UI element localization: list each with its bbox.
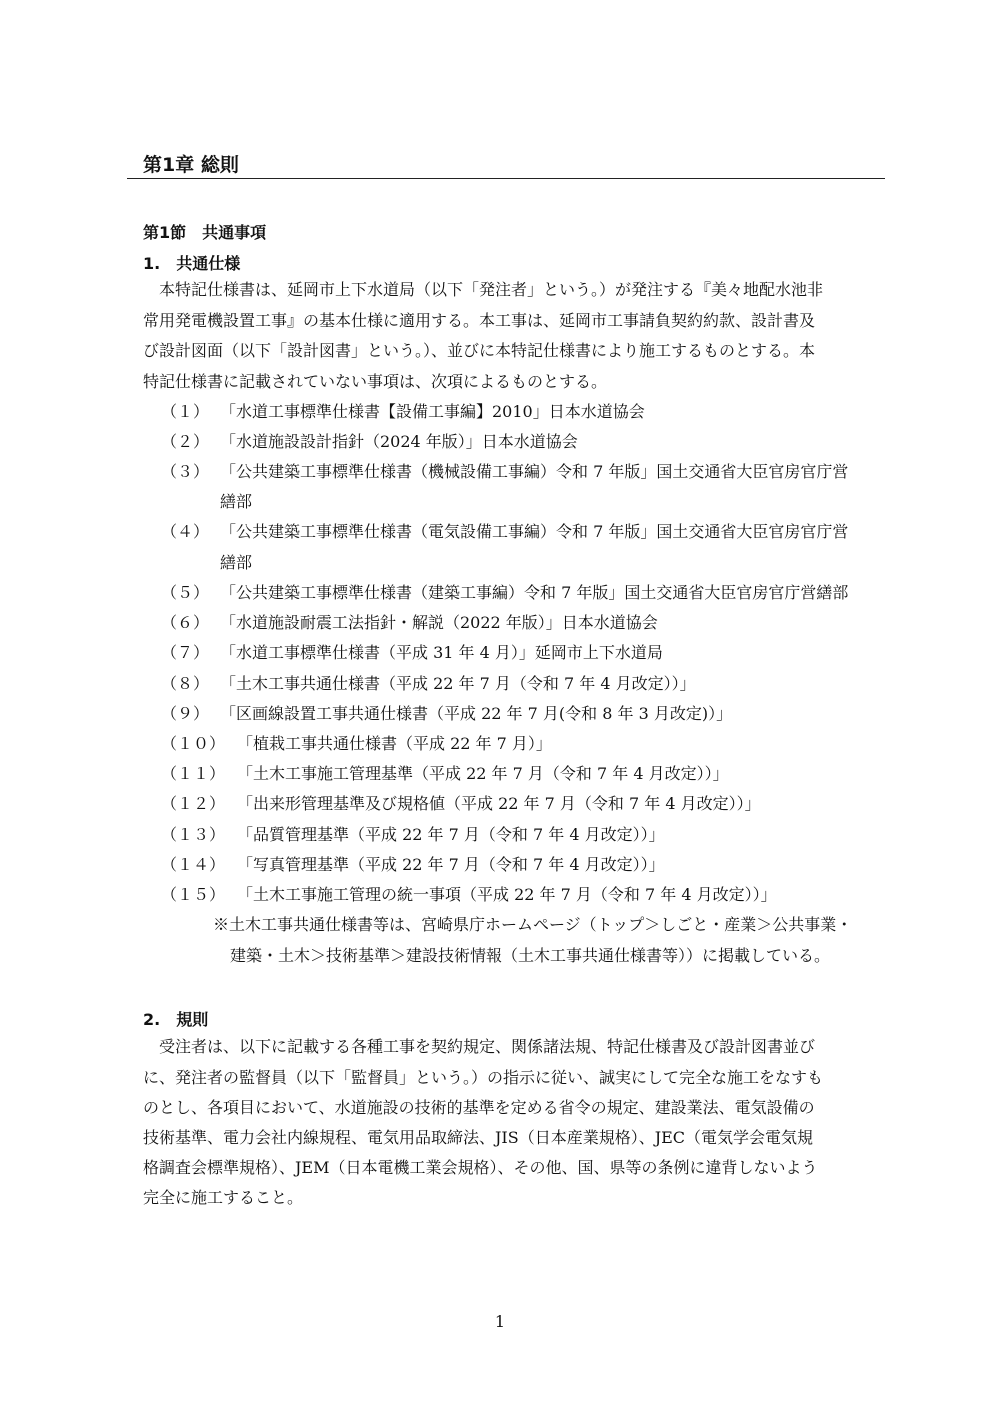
- list-item-text: 「植栽工事共通仕様書（平成 22 年 7 月）」: [237, 734, 552, 753]
- list-item-number: （１１）: [161, 764, 226, 783]
- reference-note: 建築・土木＞技術基準＞建設技術情報（土木工事共通仕様書等））に掲載している。: [230, 946, 831, 965]
- item1-paragraph-line: び設計図面（以下「設計図書」という。）、並びに本特記仕様書により施工するものとする。本: [143, 341, 816, 360]
- item1-paragraph-line: 特記仕様書に記載されていない事項は、次項によるものとする。: [143, 372, 608, 391]
- item1-paragraph-line: 常用発電機設置工事』の基本仕様に適用する。本工事は、延岡市工事請負契約約款、設計書及: [143, 311, 816, 330]
- list-item-number: （５）: [161, 583, 210, 602]
- item2-paragraph-line: 完全に施工すること。: [143, 1188, 304, 1207]
- list-item-text: 「土木工事共通仕様書（平成 22 年 7 月（令和 7 年 4 月改定））」: [220, 674, 696, 693]
- list-item-number: （１４）: [161, 855, 226, 874]
- list-item-text: 「水道工事標準仕様書（平成 31 年 4 月）」延岡市上下水道局: [220, 643, 663, 662]
- list-item-text: 「写真管理基準（平成 22 年 7 月（令和 7 年 4 月改定））」: [237, 855, 665, 874]
- list-item-text: 「公共建築工事標準仕様書（建築工事編）令和 7 年版」国土交通省大臣官房官庁営繕部: [220, 583, 849, 602]
- list-item-number: （２）: [161, 432, 210, 451]
- list-item-text: 「区画線設置工事共通仕様書（平成 22 年 7 月(令和 8 年 3 月改定)）」: [220, 704, 733, 723]
- list-item-number: （１５）: [161, 885, 226, 904]
- item2-heading: 2. 規則: [143, 1010, 209, 1029]
- list-item-number: （４）: [161, 522, 210, 541]
- list-item-number: （１）: [161, 402, 210, 421]
- list-item-text: 「公共建築工事標準仕様書（機械設備工事編）令和 7 年版」国土交通省大臣官房官庁営: [220, 462, 849, 481]
- list-item-text: 「水道工事標準仕様書【設備工事編】2010」日本水道協会: [220, 402, 645, 421]
- list-item-number: （１３）: [161, 825, 226, 844]
- list-item-number: （８）: [161, 674, 210, 693]
- item2-paragraph-line: に、発注者の監督員（以下「監督員」という。）の指示に従い、誠実にして完全な施工をなすも: [143, 1068, 824, 1087]
- list-item-text: 「水道施設設計指針（2024 年版）」日本水道協会: [220, 432, 578, 451]
- item2-paragraph-line: 格調査会標準規格）、JEM（日本電機工業会規格）、その他、国、県等の条例に違背しないよう: [143, 1158, 818, 1177]
- list-item-text: 「出来形管理基準及び規格値（平成 22 年 7 月（令和 7 年 4 月改定））」: [237, 794, 761, 813]
- list-item-text: 「水道施設耐震工法指針・解説（2022 年版）」日本水道協会: [220, 613, 658, 632]
- list-item-text: 「土木工事施工管理基準（平成 22 年 7 月（令和 7 年 4 月改定））」: [237, 764, 729, 783]
- list-item-number: （１０）: [161, 734, 226, 753]
- list-item-text-continued: 繕部: [220, 492, 253, 511]
- list-item-text: 「品質管理基準（平成 22 年 7 月（令和 7 年 4 月改定））」: [237, 825, 665, 844]
- item2-paragraph-line: 受注者は、以下に記載する各種工事を契約規定、関係諸法規、特記仕様書及び設計図書並び: [143, 1037, 816, 1056]
- item2-paragraph-line: のとし、各項目において、水道施設の技術的基準を定める省令の規定、建設業法、電気設備の: [143, 1098, 815, 1117]
- chapter-underline: [127, 178, 885, 179]
- reference-note: ※土木工事共通仕様書等は、宮崎県庁ホームページ（トップ＞しごと・産業＞公共事業・: [213, 915, 853, 934]
- section-title: 第1節 共通事項: [143, 223, 267, 242]
- list-item-text: 「公共建築工事標準仕様書（電気設備工事編）令和 7 年版」国土交通省大臣官房官庁営: [220, 522, 849, 541]
- list-item-number: （１２）: [161, 794, 226, 813]
- list-item-text: 「土木工事施工管理の統一事項（平成 22 年 7 月（令和 7 年 4 月改定））」: [237, 885, 777, 904]
- list-item-number: （３）: [161, 462, 210, 481]
- list-item-number: （９）: [161, 704, 210, 723]
- item1-paragraph-line: 本特記仕様書は、延岡市上下水道局（以下「発注者」という。）が発注する『美々地配水池非: [143, 280, 824, 299]
- list-item-number: （６）: [161, 613, 210, 632]
- item2-paragraph-line: 技術基準、電力会社内線規程、電気用品取締法、JIS（日本産業規格）、JEC（電気学会電気規: [143, 1128, 814, 1147]
- list-item-text-continued: 繕部: [220, 553, 253, 572]
- page-number: 1: [494, 1312, 506, 1331]
- item1-heading: 1. 共通仕様: [143, 254, 241, 273]
- chapter-title: 第1章 総則: [143, 154, 239, 176]
- list-item-number: （７）: [161, 643, 210, 662]
